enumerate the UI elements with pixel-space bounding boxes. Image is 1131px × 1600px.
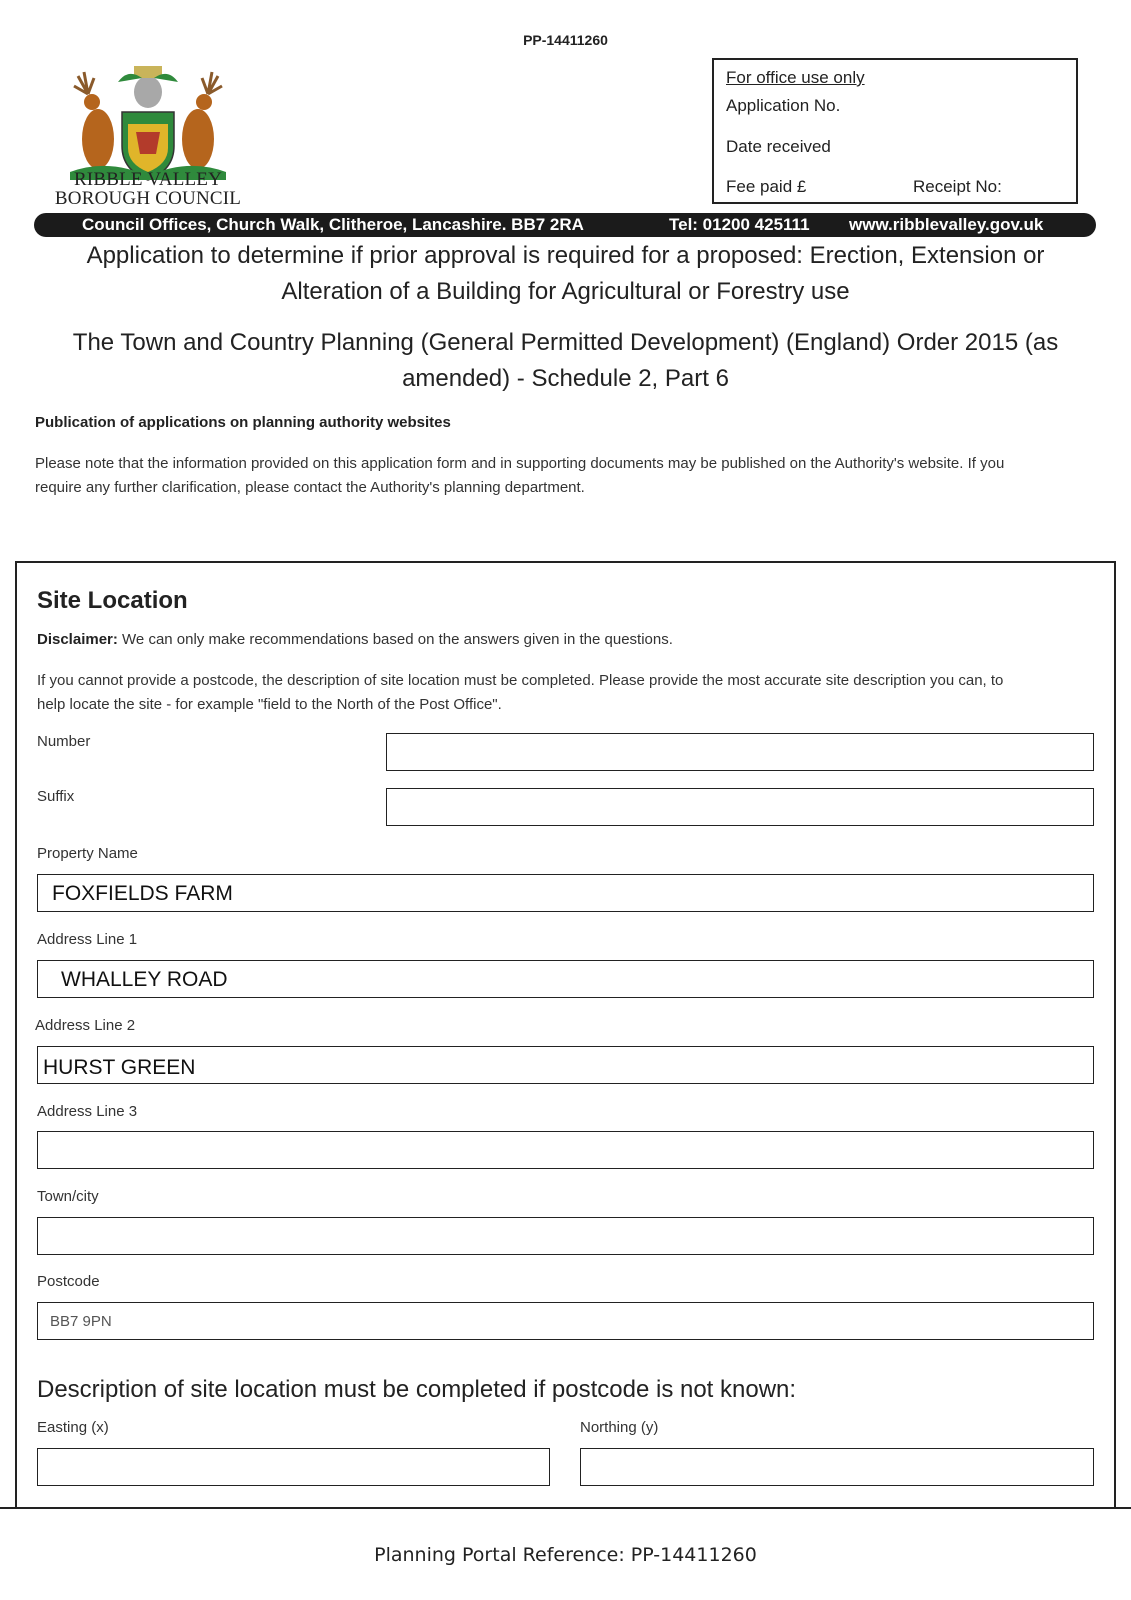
address-line-3-field[interactable] xyxy=(37,1131,1094,1169)
publication-heading: Publication of applications on planning authority websites xyxy=(35,414,451,431)
address-line-2-label: Address Line 2 xyxy=(35,1017,136,1034)
publication-text-line1: Please note that the information provided on this application form and in supporting documents may be published on the Authority's website. If you xyxy=(35,455,1005,472)
address-line-1-value: WHALLEY ROAD xyxy=(61,968,228,991)
northing-label: Northing (y) xyxy=(580,1419,659,1436)
property-name-field[interactable] xyxy=(37,874,1094,912)
banner-telephone: Tel: 01200 425111 xyxy=(669,215,810,234)
section-title: Site Location xyxy=(37,587,188,614)
northing-field[interactable] xyxy=(580,1448,1094,1486)
date-received-label: Date received xyxy=(726,137,831,156)
suffix-label: Suffix xyxy=(37,788,75,805)
postcode-value: BB7 9PN xyxy=(50,1313,112,1330)
publication-text-line2: require any further clarification, please contact the Authority's planning department. xyxy=(35,479,585,496)
address-line-2-value: HURST GREEN xyxy=(43,1056,196,1079)
footer-reference: Planning Portal Reference: PP-14411260 xyxy=(374,1544,757,1566)
banner-address: Council Offices, Church Walk, Clitheroe, Lancashire. BB7 2RA xyxy=(82,215,584,234)
postcode-field[interactable] xyxy=(37,1302,1094,1340)
council-contact-banner xyxy=(34,213,1096,237)
council-name xyxy=(48,170,248,208)
property-name-value: FOXFIELDS FARM xyxy=(52,882,233,905)
easting-label: Easting (x) xyxy=(37,1419,109,1436)
address-line-2-field[interactable] xyxy=(37,1046,1094,1084)
postcode-label: Postcode xyxy=(37,1273,100,1290)
receipt-no-label: Receipt No: xyxy=(913,177,1002,196)
property-name-label: Property Name xyxy=(37,845,138,862)
disclaimer xyxy=(37,631,673,648)
title-line-1: Application to determine if prior approval is required for a proposed: Erection, Extension or xyxy=(86,242,1045,269)
number-label: Number xyxy=(37,733,91,750)
publication-notice xyxy=(35,452,1095,500)
easting-field[interactable] xyxy=(37,1448,550,1486)
town-city-label: Town/city xyxy=(37,1188,99,1205)
office-use-box xyxy=(712,58,1078,204)
office-use-title: For office use only xyxy=(726,68,865,87)
location-instructions xyxy=(37,669,1097,717)
disclaimer-label: Disclaimer: xyxy=(37,631,118,648)
application-no-label: Application No. xyxy=(726,96,841,115)
disclaimer-text: We can only make recommendations based on the answers given in the questions. xyxy=(117,631,673,648)
instructions-line1: If you cannot provide a postcode, the description of site location must be completed. Please provide the most accurate site description you can, to xyxy=(37,672,1004,689)
top-reference: PP-14411260 xyxy=(523,32,608,48)
council-name-line2: BOROUGH COUNCIL xyxy=(54,188,242,209)
suffix-field[interactable] xyxy=(386,788,1094,826)
application-title xyxy=(40,238,1091,310)
number-field[interactable] xyxy=(386,733,1094,771)
title-line-3: The Town and Country Planning (General Permitted Development) (England) Order 2015 (as xyxy=(72,329,1059,356)
council-name-line1: RIBBLE VALLEY xyxy=(73,169,223,190)
address-line-1-label: Address Line 1 xyxy=(37,931,138,948)
banner-website: www.ribblevalley.gov.uk xyxy=(849,215,1044,234)
legislation-title xyxy=(40,325,1091,397)
fee-paid-label: Fee paid £ xyxy=(726,177,807,196)
address-line-1-field[interactable] xyxy=(37,960,1094,998)
address-line-3-label: Address Line 3 xyxy=(37,1103,138,1120)
instructions-line2: help locate the site - for example "field to the North of the Post Office". xyxy=(37,696,502,713)
page-divider xyxy=(0,1507,1131,1509)
town-city-field[interactable] xyxy=(37,1217,1094,1255)
description-heading: Description of site location must be completed if postcode is not known: xyxy=(37,1376,797,1403)
title-line-4: amended) - Schedule 2, Part 6 xyxy=(402,365,729,392)
title-line-2: Alteration of a Building for Agricultural or Forestry use xyxy=(281,278,850,305)
